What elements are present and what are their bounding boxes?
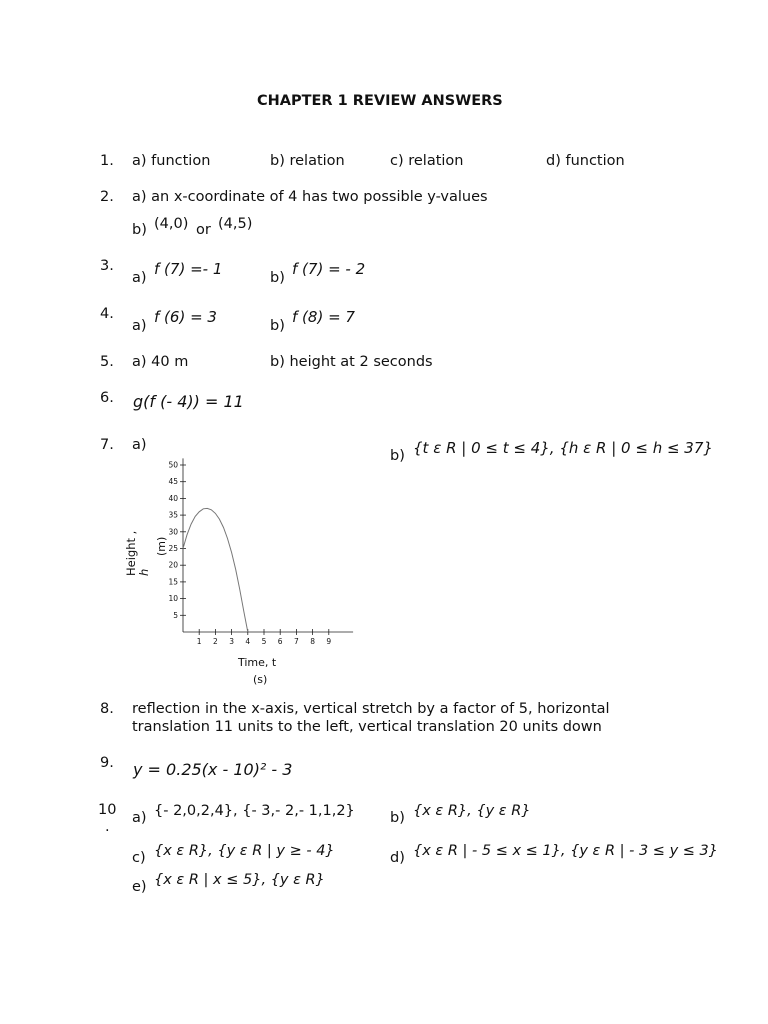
- x-tick-label: 4: [245, 637, 251, 646]
- question-number: 8.: [100, 701, 114, 717]
- answer-1c: c) relation: [390, 153, 464, 169]
- answer-9-expr: y = 0.25(x - 10)² - 3: [133, 760, 293, 779]
- y-axis-label-line1: Height ,: [124, 530, 138, 576]
- answer-1b: b) relation: [270, 153, 345, 169]
- x-axis-label-line2: (s): [253, 673, 268, 686]
- y-axis-label-line2: h: [137, 568, 151, 576]
- question-number: 2.: [100, 189, 114, 205]
- graph-ticks: [168, 461, 331, 647]
- x-tick-label: 1: [196, 637, 202, 646]
- x-tick-label: 2: [213, 637, 218, 646]
- answer-3b-expr: f (7) = - 2: [292, 260, 366, 278]
- question-number: 7.: [100, 437, 114, 453]
- question-number: 3.: [100, 258, 114, 274]
- answer-6-expr: g(f (- 4)) = 11: [133, 392, 244, 411]
- answer-10a-expr: {- 2,0,2,4}, {- 3,- 2,- 1,1,2}: [154, 803, 355, 819]
- answer-3a-label: a): [132, 270, 147, 286]
- question-number: 9.: [100, 755, 114, 771]
- answer-1d: d) function: [546, 153, 625, 169]
- question-number: 5.: [100, 354, 114, 370]
- y-tick-label: 35: [168, 510, 178, 520]
- answer-7a-label: a): [132, 437, 147, 453]
- answer-4b-label: b): [270, 318, 285, 334]
- answer-2b-point1: (4,0): [154, 216, 189, 232]
- height-curve: [183, 508, 248, 632]
- answer-5a: a) 40 m: [132, 354, 189, 370]
- answer-10c-expr: {x ε R}, {y ε R | y ≥ - 4}: [154, 843, 335, 859]
- answer-2b-point2: (4,5): [218, 216, 253, 232]
- answer-10e-label: e): [132, 879, 147, 895]
- y-tick-label: 25: [168, 544, 178, 553]
- x-tick-label: 6: [277, 637, 283, 646]
- x-tick-label: 8: [310, 637, 315, 646]
- x-tick-label: 5: [261, 637, 267, 646]
- y-tick-label: 40: [168, 493, 178, 503]
- y-tick-label: 45: [168, 477, 178, 487]
- answer-10b-expr: {x ε R}, {y ε R}: [413, 803, 531, 819]
- answer-10e-expr: {x ε R | x ≤ 5}, {y ε R}: [154, 872, 325, 888]
- x-axis-label-line1: Time, t: [238, 656, 277, 669]
- y-axis-label-line3: (m): [155, 536, 168, 556]
- answer-4b-expr: f (8) = 7: [292, 308, 355, 326]
- x-tick-label: 9: [326, 637, 332, 646]
- answer-10d-expr: {x ε R | - 5 ≤ x ≤ 1}, {y ε R | - 3 ≤ y ≤ 3}: [413, 843, 718, 859]
- answer-10d-label: d): [390, 850, 405, 866]
- question-number: 10: [98, 802, 117, 818]
- y-tick-label: 50: [168, 460, 178, 470]
- graph-axes: [183, 458, 353, 632]
- page-title: CHAPTER 1 REVIEW ANSWERS: [257, 93, 503, 109]
- y-tick-label: 10: [168, 594, 178, 604]
- question-number: 6.: [100, 390, 114, 406]
- question-number: 4.: [100, 306, 114, 322]
- answer-2b-or: or: [196, 222, 211, 238]
- y-tick-label: 20: [168, 560, 178, 570]
- answer-3b-label: b): [270, 270, 285, 286]
- height-time-graph: [110, 450, 370, 690]
- y-tick-label: 5: [173, 610, 178, 620]
- answer-4a-expr: f (6) = 3: [154, 308, 217, 326]
- y-tick-label: 30: [168, 527, 178, 537]
- answer-8-line2: translation 11 units to the left, vertical translation 20 units down: [132, 719, 602, 735]
- answer-2a: a) an x-coordinate of 4 has two possible y-values: [132, 189, 488, 205]
- answer-10b-label: b): [390, 810, 405, 826]
- answer-4a-label: a): [132, 318, 147, 334]
- x-tick-label: 3: [229, 637, 234, 646]
- answer-3a-expr: f (7) =- 1: [154, 260, 223, 278]
- answer-1a: a) function: [132, 153, 211, 169]
- answer-2b-label: b): [132, 222, 147, 238]
- question-number-dot: .: [105, 819, 110, 835]
- answer-5b: b) height at 2 seconds: [270, 354, 433, 370]
- y-tick-label: 15: [168, 577, 178, 587]
- answer-8-line1: reflection in the x-axis, vertical stretch by a factor of 5, horizontal: [132, 701, 610, 717]
- answer-7b-label: b): [390, 448, 405, 464]
- answer-7b-expr: {t ε R | 0 ≤ t ≤ 4}, {h ε R | 0 ≤ h ≤ 37}: [413, 439, 713, 457]
- question-number: 1.: [100, 153, 114, 169]
- answer-10a-label: a): [132, 810, 147, 826]
- x-tick-label: 7: [294, 637, 299, 646]
- answer-10c-label: c): [132, 850, 146, 866]
